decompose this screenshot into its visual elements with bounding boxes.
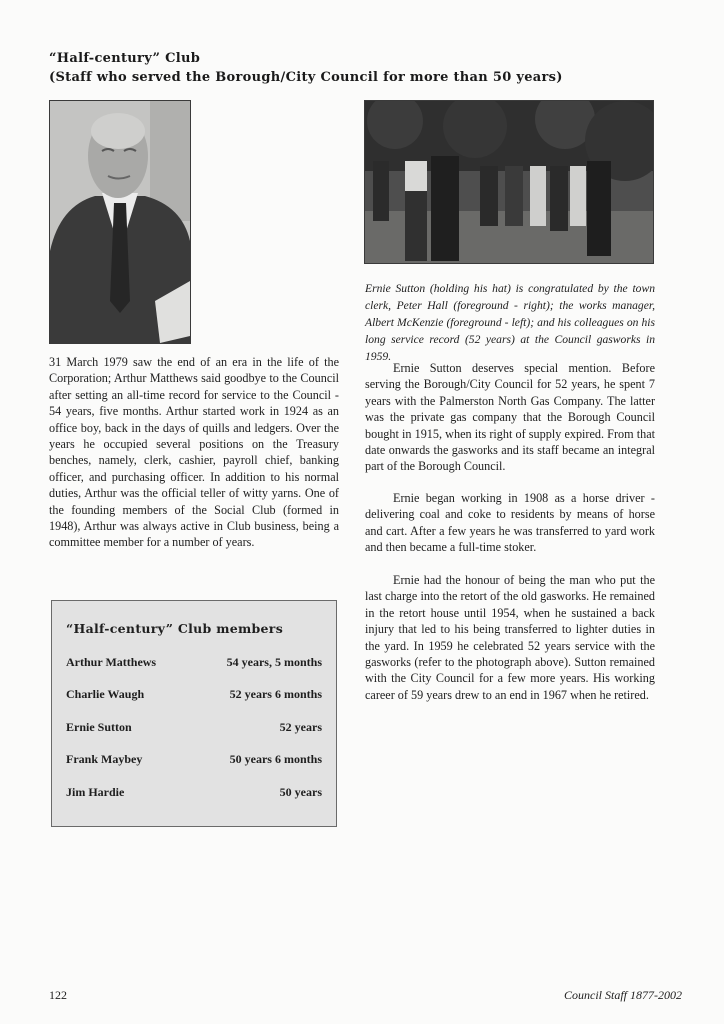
body-paragraph: Ernie began working in 1908 as a horse driver - delivering coal and coke to residents by means of horse and cart. After a few years he was transferred to yard work and then became a full-time stoker.: [365, 491, 655, 555]
page-title-line-1: “Half-century” Club: [49, 51, 201, 66]
portrait-photo-image: [50, 101, 190, 343]
page-title: [49, 49, 669, 87]
member-row: [66, 752, 322, 770]
body-paragraph: Ernie had the honour of being the man who put the last charge into the retort of the old gasworks. He remained in the retort house until 1954, when he sustained a back injury that led to his being transferred to lighter duties in the yard. In 1959 he celebrated 52 years service with the gasworks (refer to the photograph above). Sutton remained with the City Council for a few more years. His working career of 59 years drew to an end in 1967 when he retired.: [365, 573, 655, 702]
group-photo: [364, 100, 654, 264]
member-name: Ernie Sutton: [66, 720, 132, 734]
page-number: 122: [49, 988, 67, 1002]
body-paragraph: Ernie Sutton deserves special mention. Before serving the Borough/City Council for 52 years, he spent 7 years with the Palmerston North Gas Company. The latter was the private gas company that the Borough Council bought in 1915, when its right of supply expired. From that date onwards the gasworks and its staff became an integral part of the Borough Council.: [365, 361, 655, 474]
club-members-title: “Half-century” Club members: [66, 621, 284, 636]
running-title: Council Staff 1877-2002: [564, 988, 682, 1002]
member-row: [66, 720, 322, 738]
member-row: [66, 655, 322, 673]
group-photo-caption: Ernie Sutton (holding his hat) is congratulated by the town clerk, Peter Hall (foreground - right); the works manager, Albert McKenzie (foreground - left); and his colleagues on his long service record (52 years) at the Council gasworks in 1959.: [365, 282, 655, 363]
member-service: 50 years 6 months: [229, 752, 322, 766]
member-service: 52 years: [279, 720, 322, 734]
portrait-photo: [49, 100, 191, 344]
member-name: Frank Maybey: [66, 752, 143, 766]
arthur-matthews-paragraph: 31 March 1979 saw the end of an era in the life of the Corporation; Arthur Matthews said goodbye to the Council after setting an all-time record for service to the Council - 54 years, five months. Arthur started work in 1924 as an office boy, back in the days of quills and ledgers. Over the years he occupied several positions on the Treasury benches, namely, clerk, cashier, payroll chief, banking officer, and purchasing officer. In addition to his normal duties, Arthur was the official teller of witty yarns. One of the founding members of the Social Club (formed in 1948), Arthur was always active in Club business, being a committee member for a number of years.: [49, 355, 339, 550]
club-members-box: [51, 600, 337, 827]
member-name: Jim Hardie: [66, 785, 125, 799]
member-row: [66, 785, 322, 803]
member-service: 52 years 6 months: [229, 687, 322, 701]
member-service: 54 years, 5 months: [226, 655, 322, 669]
member-service: 50 years: [279, 785, 322, 799]
page-title-line-2: (Staff who served the Borough/City Council for more than 50 years): [49, 70, 563, 85]
member-name: Arthur Matthews: [66, 655, 157, 669]
member-row: [66, 687, 322, 705]
group-photo-image: [365, 101, 653, 263]
member-name: Charlie Waugh: [66, 687, 145, 701]
